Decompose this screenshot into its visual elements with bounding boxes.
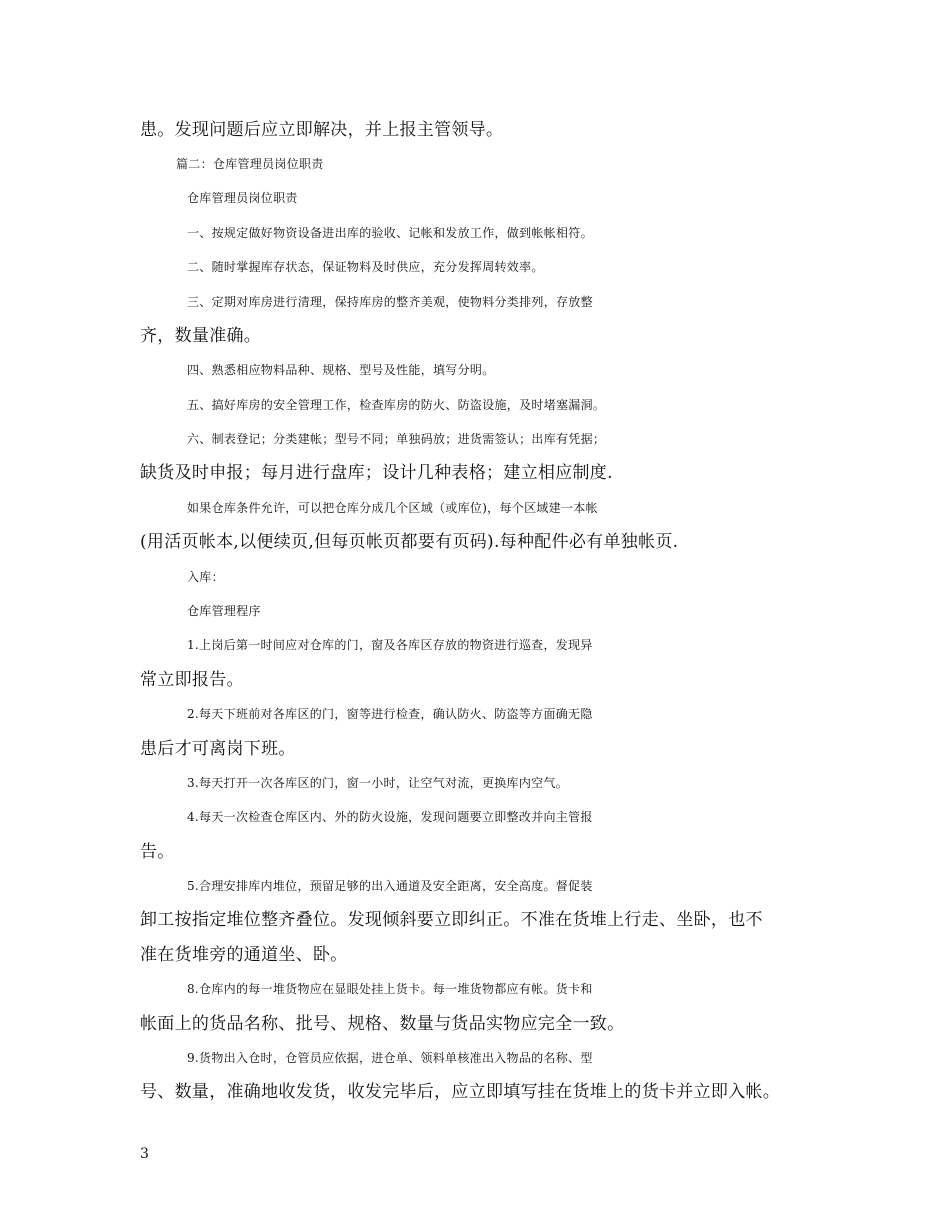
paragraph-line: 一、按规定做好物资设备进出库的验收、记帐和发放工作，做到帐帐相符。 [187,226,593,240]
paragraph-line: 4.每天一次检查仓库区内、外的防火设施，发现问题要立即整改并向主管报 [187,810,593,824]
paragraph-line: 8.仓库内的每一堆货物应在显眼处挂上货卡。每一堆货物都应有帐。货卡和 [187,982,593,996]
paragraph-line: 二、随时掌握库存状态，保证物料及时供应，充分发挥周转效率。 [187,260,544,274]
paragraph-line: 卸工按指定堆位整齐叠位。发现倾斜要立即纠正。不准在货堆上行走、坐卧，也不 [140,910,763,930]
paragraph-line: 9.货物出入仓时，仓管员应依据，进仓单、领料单核准出入物品的名称、型 [187,1051,593,1065]
section-title: 仓库管理员岗位职责 [187,191,298,205]
paragraph-line: 3.每天打开一次各库区的门，窗一小时，让空气对流，更换库内空气。 [187,776,569,790]
paragraph-line: 六、制表登记；分类建帐；型号不同；单独码放；进货需签认；出库有凭据； [187,432,606,446]
paragraph-line: 患后才可离岗下班。 [140,739,296,759]
paragraph-line: 患。发现问题后应立即解决，并上报主管领导。 [140,120,504,140]
paragraph-line: 入库： [187,570,224,584]
paragraph-line: 号、数量，准确地收发货，收发完毕后，应立即填写挂在货堆上的货卡并立即入帐。 [140,1082,781,1102]
paragraph-line: 1.上岗后第一时间应对仓库的门，窗及各库区存放的物资进行巡查，发现异 [187,638,593,652]
section-title: 仓库管理程序 [187,604,261,618]
paragraph-line: 准在货堆旁的通道坐、卧。 [140,945,348,965]
page-number: 3 [140,1146,149,1162]
paragraph-line: 常立即报告。 [140,670,244,690]
section-heading: 篇二：仓库管理员岗位职责 [176,157,324,171]
paragraph-line: 帐面上的货品名称、批号、规格、数量与货品实物应完全一致。 [140,1014,625,1034]
paragraph-line: 2.每天下班前对各库区的门，窗等进行检查，确认防火、防盗等方面确无隐 [187,707,593,721]
paragraph-line: 四、熟悉相应物料品种、规格、型号及性能，填写分明。 [187,363,495,377]
paragraph-line: 三、定期对库房进行清理，保持库房的整齐美观，使物料分类排列，存放整 [187,295,593,309]
paragraph-line: 5.合理安排库内堆位，预留足够的出入通道及安全距离，安全高度。督促装 [187,879,593,893]
paragraph-line: 缺货及时申报；每月进行盘库；设计几种表格；建立相应制度. [140,463,613,483]
paragraph-line: (用活页帐本,以便续页,但每页帐页都要有页码).每种配件必有单独帐页. [140,532,679,552]
paragraph-line: 五、搞好库房的安全管理工作，检查库房的防火、防盗设施，及时堵塞漏洞。 [187,398,606,412]
paragraph-line: 告。 [140,842,175,862]
paragraph-line: 齐，数量准确。 [140,326,262,346]
paragraph-line: 如果仓库条件允许，可以把仓库分成几个区域（或库位)，每个区域建一本帐 [187,501,598,515]
